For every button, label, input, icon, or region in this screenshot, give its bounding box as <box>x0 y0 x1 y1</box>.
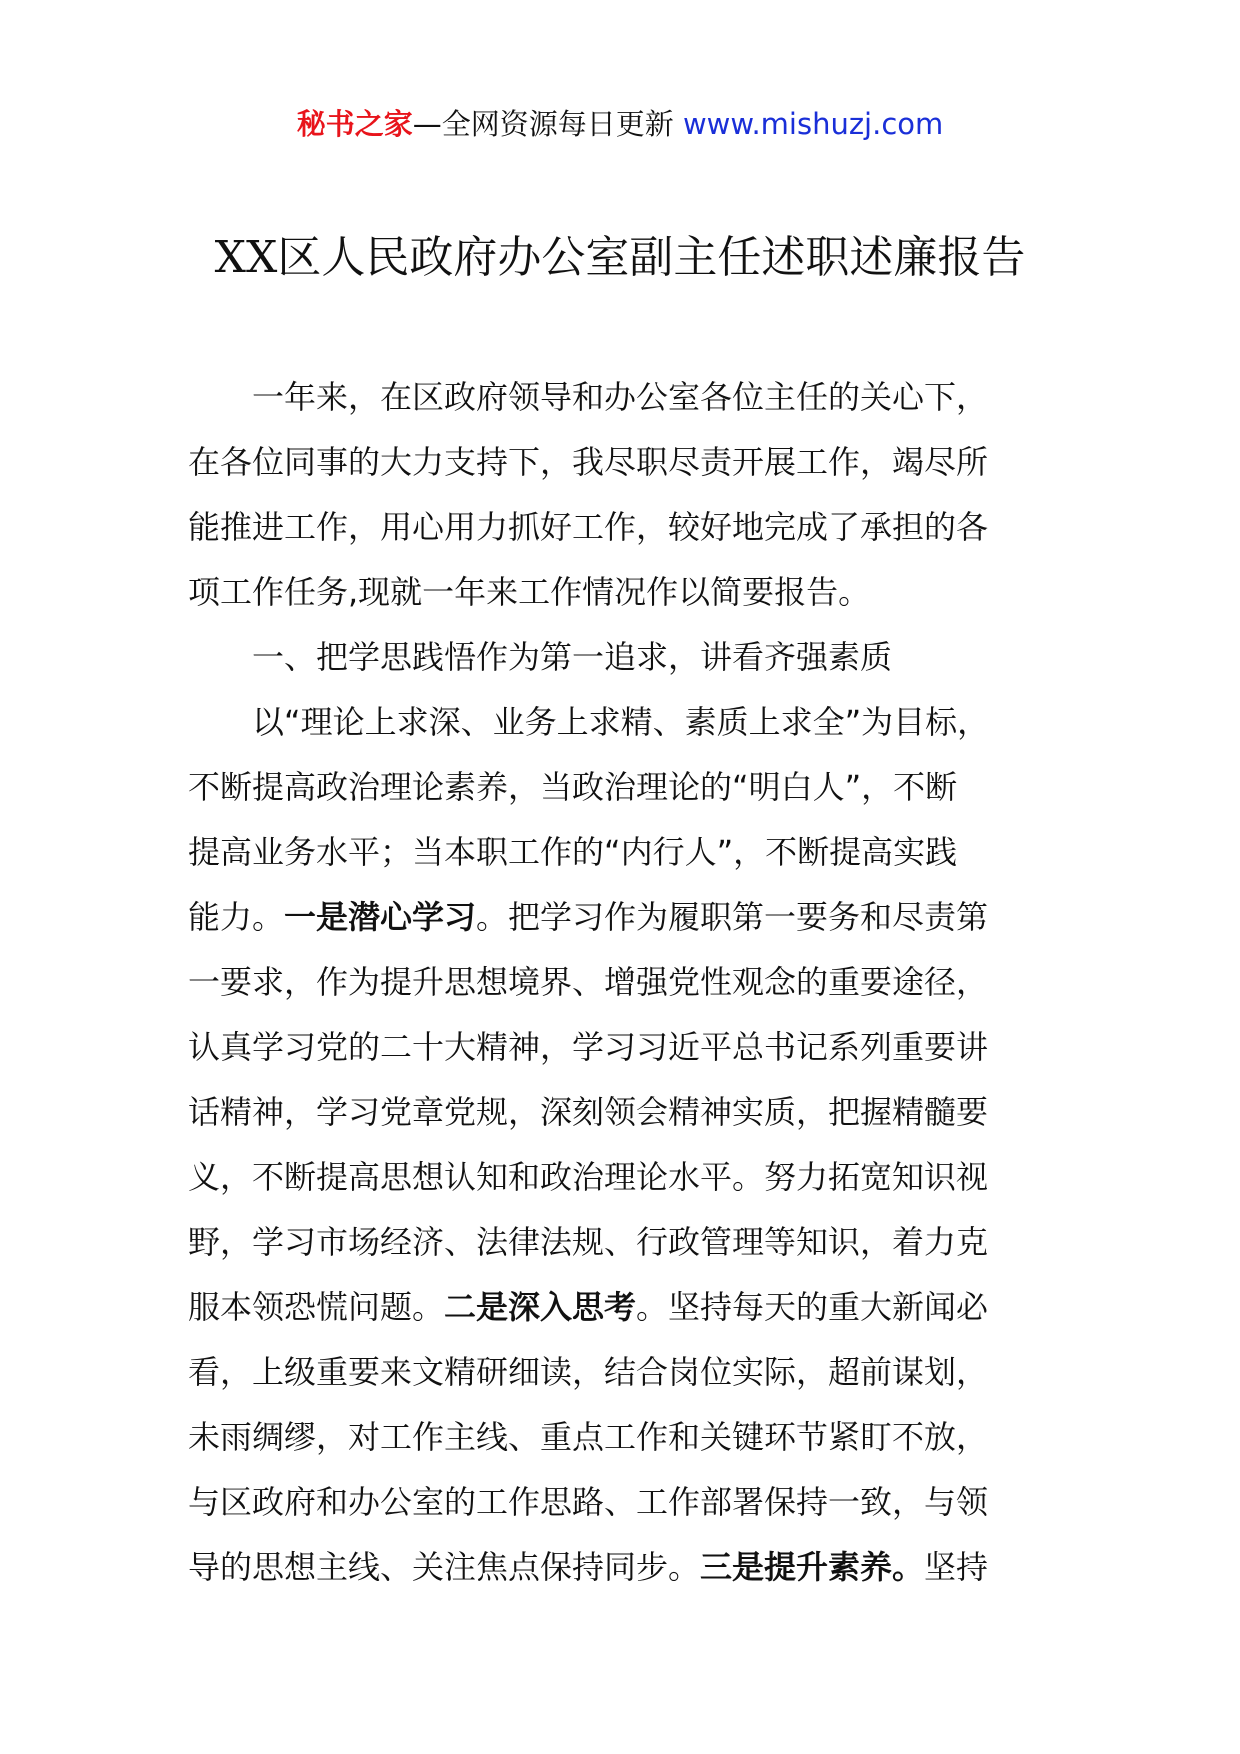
body-line <box>188 625 1068 690</box>
body-line <box>188 1210 1068 1275</box>
page-header <box>0 104 1240 144</box>
text-segment: 以“理论上求深、业务上求精、素质上求全”为目标， <box>188 703 990 741</box>
body-line <box>188 1145 1068 1210</box>
bold-phrase: 一是潜心学习 <box>284 898 477 936</box>
body-line <box>188 755 1068 820</box>
text-segment: 提高业务水平；当本职工作的“内行人”，不断提高实践 <box>188 833 958 871</box>
body-line <box>188 1470 1068 1535</box>
body-line <box>188 430 1068 495</box>
body-line <box>188 820 1068 885</box>
body-line <box>188 885 1068 950</box>
text-segment: 一、把学思践悟作为第一追求，讲看齐强素质 <box>188 638 893 676</box>
body-line <box>188 1275 1068 1340</box>
text-segment: 认真学习党的二十大精神，学习习近平总书记系列重要讲 <box>188 1028 989 1066</box>
body-line <box>188 495 1068 560</box>
text-segment: 能推进工作，用心用力抓好工作，较好地完成了承担的各 <box>188 508 989 546</box>
body-line <box>188 560 1068 625</box>
text-segment: 话精神，学习党章党规，深刻领会精神实质，把握精髓要 <box>188 1093 989 1131</box>
text-segment: 一年来，在区政府领导和办公室各位主任的关心下， <box>188 378 989 416</box>
header-slogan: —全网资源每日更新 <box>412 107 674 141</box>
body-line <box>188 1340 1068 1405</box>
text-segment: 不断提高政治理论素养，当政治理论的“明白人”，不断 <box>188 768 958 806</box>
text-segment: 义，不断提高思想认知和政治理论水平。努力拓宽知识视 <box>188 1158 989 1196</box>
text-segment: 一要求，作为提升思想境界、增强党性观念的重要途径， <box>188 963 989 1001</box>
brand-name: 秘书之家 <box>296 107 413 141</box>
text-segment: 未雨绸缪，对工作主线、重点工作和关键环节紧盯不放， <box>188 1418 989 1456</box>
text-segment: 在各位同事的大力支持下，我尽职尽责开展工作，竭尽所 <box>188 443 989 481</box>
bold-phrase: 二是深入思考 <box>444 1288 637 1326</box>
text-segment: 野，学习市场经济、法律法规、行政管理等知识，着力克 <box>188 1223 989 1261</box>
text-segment: 服本领恐慌问题。 <box>188 1288 445 1326</box>
text-segment: 与区政府和办公室的工作思路、工作部署保持一致，与领 <box>188 1483 989 1521</box>
text-segment: 看，上级重要来文精研细读，结合岗位实际，超前谋划， <box>188 1353 989 1391</box>
body-line <box>188 1535 1068 1600</box>
text-segment: 导的思想主线、关注焦点保持同步。 <box>188 1548 701 1586</box>
body-line <box>188 365 1068 430</box>
body-line <box>188 690 1068 755</box>
body-line <box>188 1080 1068 1145</box>
website-link[interactable]: www.mishuzj.com <box>682 107 944 141</box>
document-body <box>188 365 1068 1600</box>
text-segment: 。把学习作为履职第一要务和尽责第 <box>476 898 989 936</box>
text-segment: 能力。 <box>188 898 285 936</box>
text-segment: 项工作任务,现就一年来工作情况作以简要报告。 <box>188 573 871 611</box>
document-title: XX区人民政府办公室副主任述职述廉报告 <box>214 232 1026 283</box>
text-segment: 坚持 <box>924 1548 989 1586</box>
text-segment: 。坚持每天的重大新闻必 <box>636 1288 989 1326</box>
bold-phrase: 三是提升素养。 <box>700 1548 925 1586</box>
body-line <box>188 950 1068 1015</box>
body-line <box>188 1015 1068 1080</box>
body-line <box>188 1405 1068 1470</box>
